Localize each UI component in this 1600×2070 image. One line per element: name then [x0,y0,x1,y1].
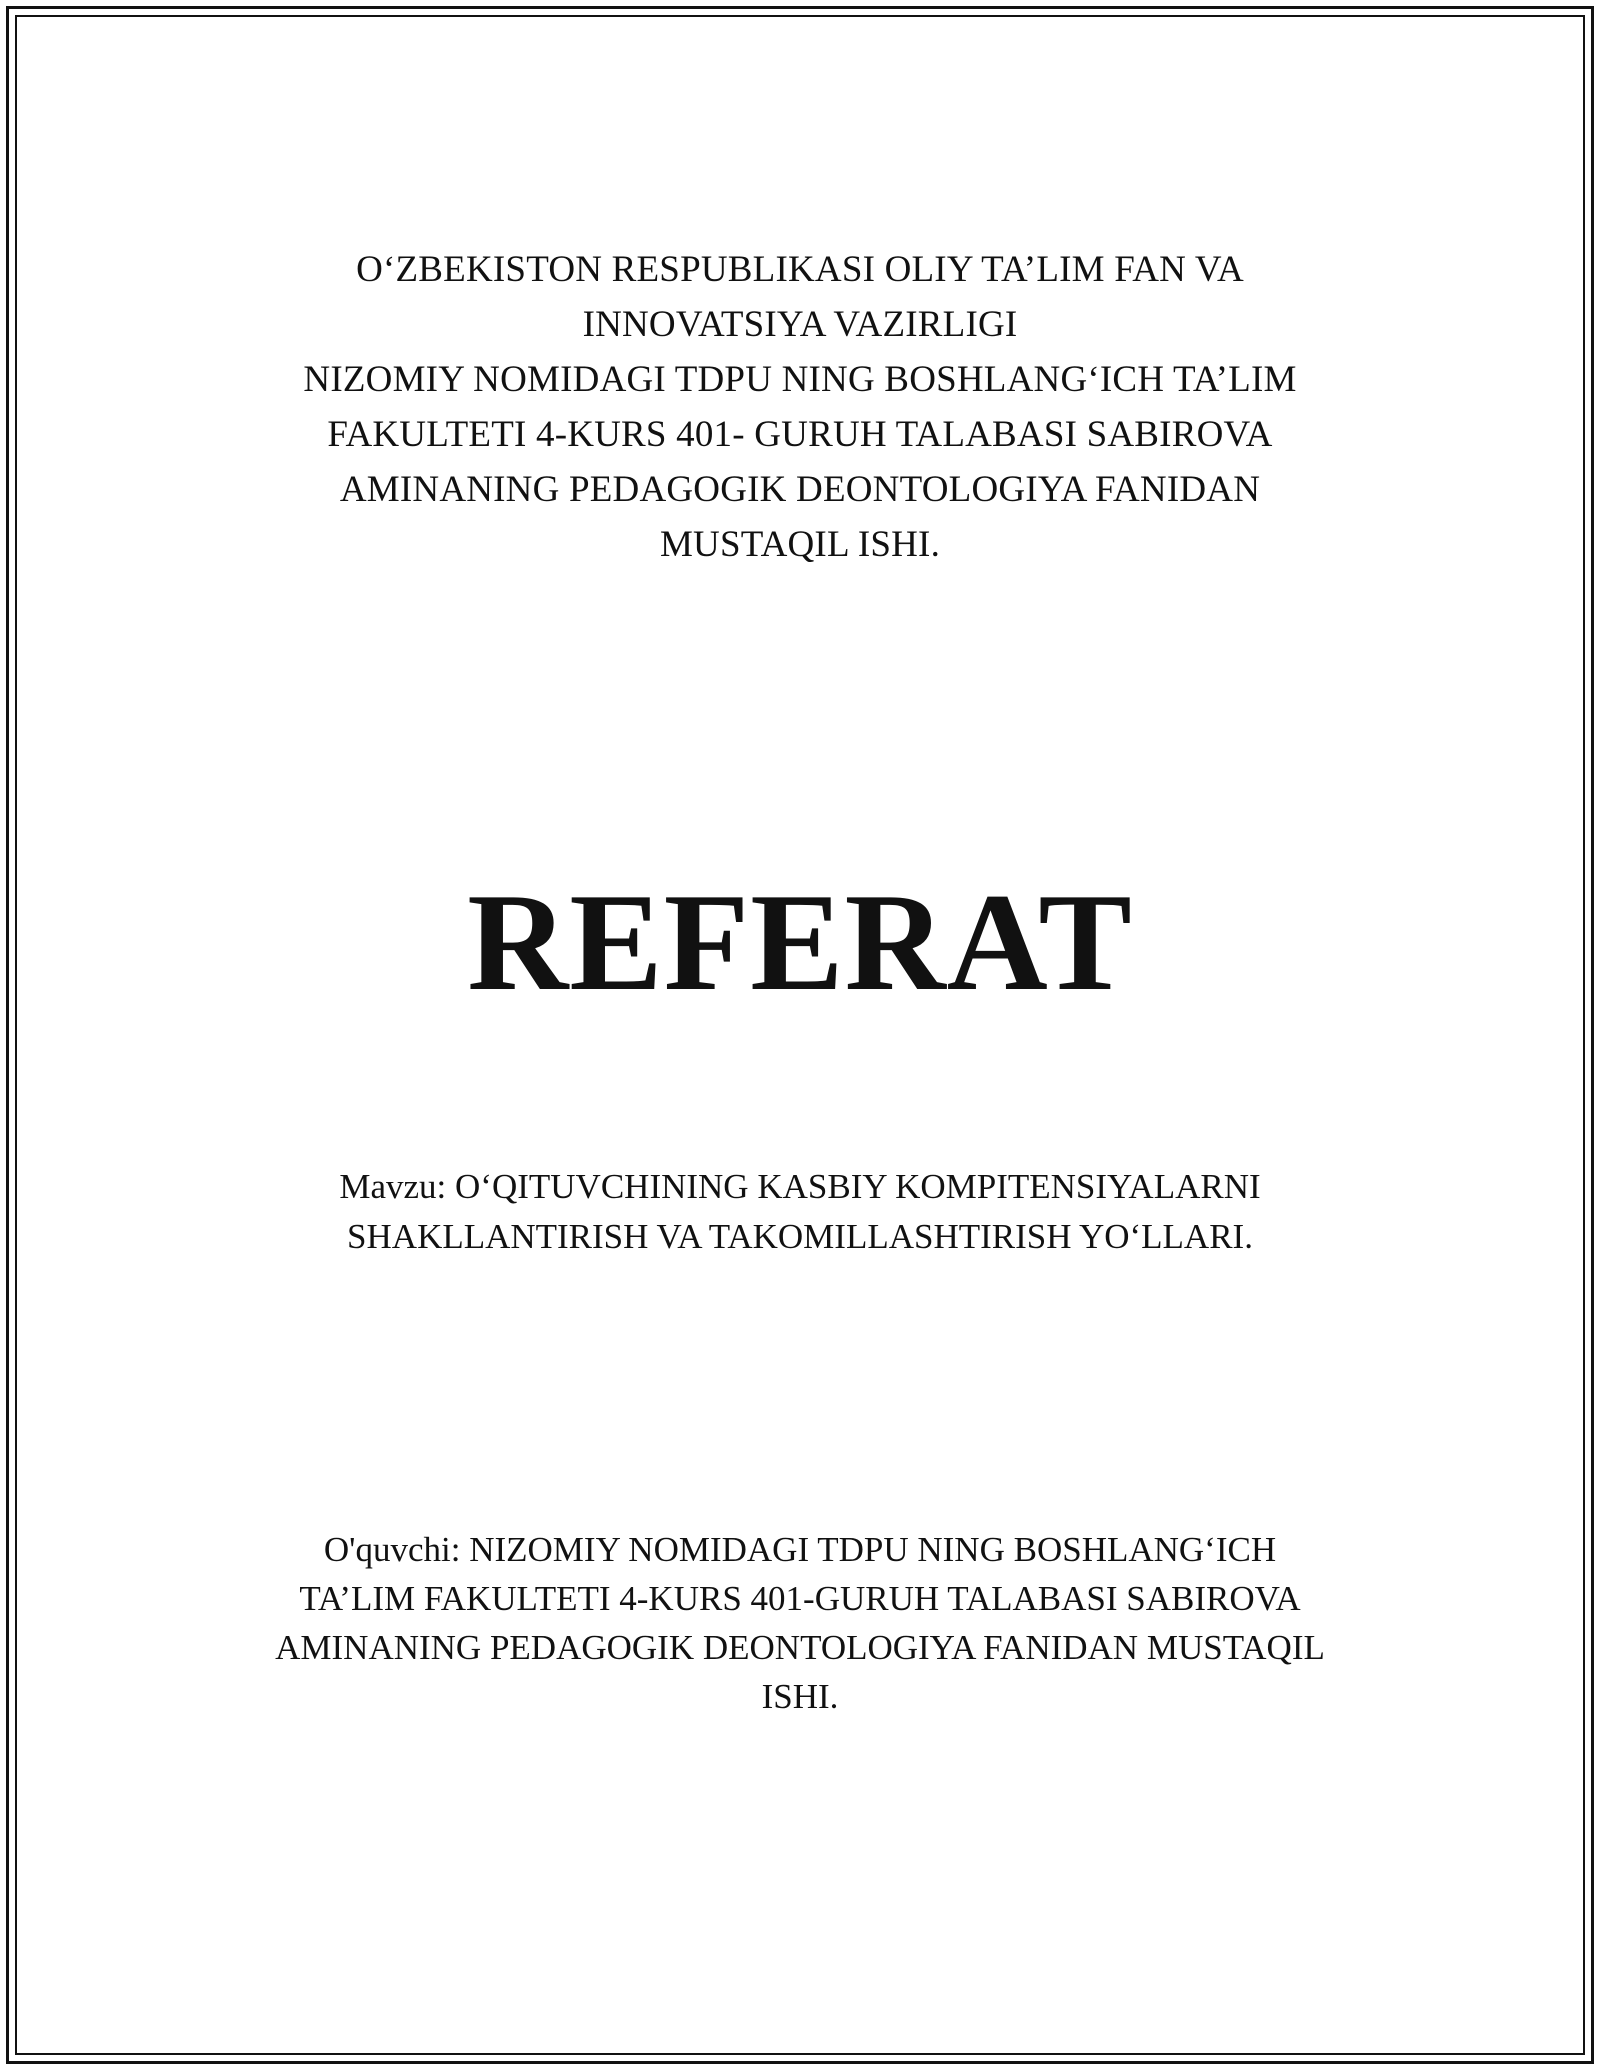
document-title: REFERAT [467,865,1133,1020]
student-line: ISHI. [761,1677,839,1716]
topic-block [0,1162,1600,1262]
student-line: AMINANING PEDAGOGIK DEONTOLOGIYA FANIDAN MUSTAQIL [275,1628,1325,1667]
header-line: FAKULTETI 4-KURS 401- GURUH TALABASI SABIROVA [327,414,1273,455]
topic-line: Mavzu: O‘QITUVCHINING KASBIY KOMPITENSIYALARNI [339,1167,1261,1206]
institution-header [0,242,1600,572]
header-line: MUSTAQIL ISHI. [659,524,941,565]
student-line: TA’LIM FAKULTETI 4-KURS 401-GURUH TALABASI SABIROVA [299,1579,1301,1618]
student-line: O'quvchi: NIZOMIY NOMIDAGI TDPU NING BOSHLANG‘ICH [323,1530,1277,1569]
header-line: AMINANING PEDAGOGIK DEONTOLOGIYA FANIDAN [339,469,1261,510]
header-line: O‘ZBEKISTON RESPUBLIKASI OLIY TA’LIM FAN VA [356,249,1244,290]
header-line: INNOVATSIYA VAZIRLIGI [582,304,1018,345]
topic-line: SHAKLLANTIRISH VA TAKOMILLASHTIRISH YO‘LLARI. [347,1217,1253,1256]
student-block [0,1525,1600,1721]
header-line: NIZOMIY NOMIDAGI TDPU NING BOSHLANG‘ICH TA’LIM [303,359,1297,400]
